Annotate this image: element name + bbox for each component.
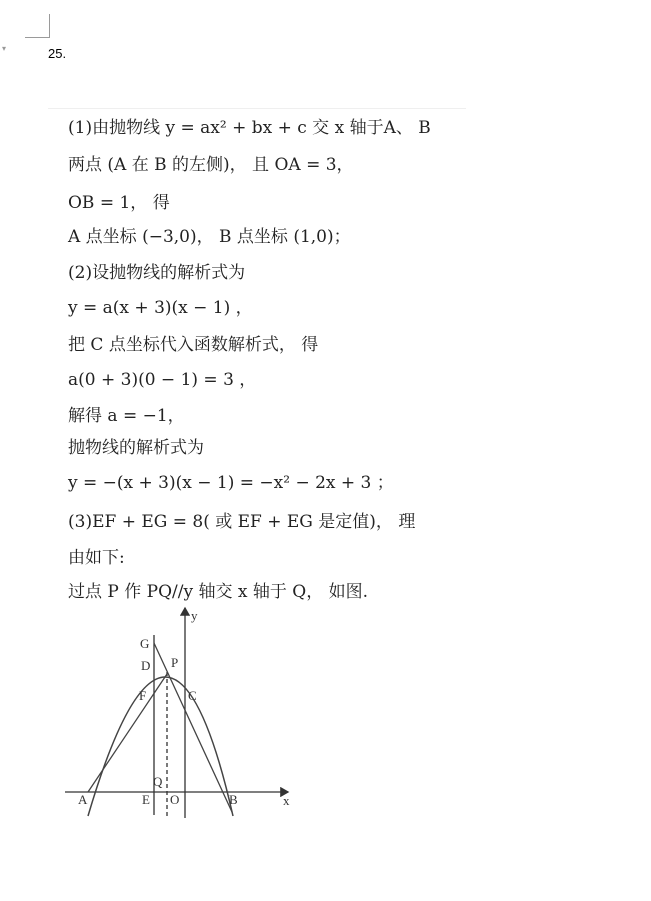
page-corner-mark-vertical [49, 14, 50, 38]
solution-line-9: 解得 a = −1， [68, 406, 185, 426]
label-o: O [170, 792, 180, 807]
label-x: x [283, 793, 290, 808]
solution-line-8: a(0 + 3)(0 − 1) = 3 ， [68, 370, 257, 390]
solution-line-7: 把 C 点坐标代入函数解析式， 得 [68, 335, 319, 355]
label-c: C [188, 688, 197, 703]
solution-line-2: 两点 (A 在 B 的左侧)， 且 OA = 3， [68, 155, 354, 175]
solution-line-5: (2)设抛物线的解析式为 [68, 263, 246, 283]
solution-line-3: OB = 1， 得 [68, 193, 170, 213]
solution-line-12: (3)EF + EG = 8( 或 EF + EG 是定值)， 理 [68, 512, 416, 532]
solution-line-4: A 点坐标 (−3,0)， B 点坐标 (1,0)； [68, 227, 351, 247]
solution-line-10: 抛物线的解析式为 [68, 438, 204, 458]
segment-gb [154, 643, 232, 812]
question-number: 25. [48, 46, 67, 61]
label-p: P [171, 655, 179, 670]
solution-divider [48, 108, 466, 109]
label-b: B [229, 792, 238, 807]
page-corner-mark-horizontal [25, 37, 50, 38]
label-e: E [142, 792, 150, 807]
label-y: y [191, 608, 198, 623]
parabola-figure [60, 600, 310, 830]
label-d: D [141, 658, 151, 673]
label-f: F [139, 688, 147, 703]
label-a: A [78, 792, 88, 807]
parabola-curve [88, 677, 233, 816]
solution-line-11: y = −(x + 3)(x − 1) = −x² − 2x + 3 ； [68, 473, 394, 493]
solution-line-6: y = a(x + 3)(x − 1) ， [68, 298, 253, 318]
collapse-arrow-icon[interactable]: ▾ [2, 44, 7, 53]
label-q: Q [153, 774, 163, 789]
label-g: G [140, 636, 150, 651]
solution-line-14: 过点 P 作 PQ//y 轴交 x 轴于 Q， 如图. [68, 582, 369, 602]
solution-line-1: (1)由抛物线 y = ax² + bx + c 交 x 轴于A、 B [68, 118, 431, 138]
solution-line-13: 由如下: [68, 548, 125, 568]
